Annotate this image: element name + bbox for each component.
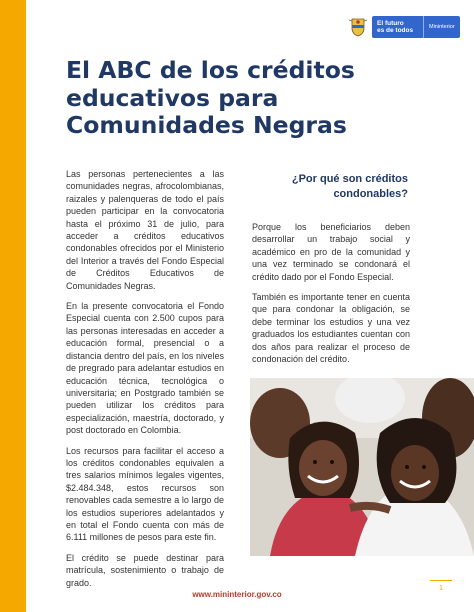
gov-logo-pill bbox=[372, 16, 460, 38]
footer-url[interactable]: www.mininterior.gov.co bbox=[192, 590, 282, 599]
gov-logo-text bbox=[372, 16, 423, 38]
title-line-2: educativos para bbox=[66, 83, 279, 112]
page-number: 1 bbox=[430, 580, 452, 592]
title-line-3: Comunidades Negras bbox=[66, 111, 347, 139]
left-paragraph-2: En la presente convocatoria el Fondo Especial cuenta con 2.500 cupos para las personas interesadas en acceder a educación formal, presencial o a distancia dentro del país, en los niveles de pregrado para adelantar estudios en educación técnica, tecnológica o universitaria; en Postgrado también se pueden utilizar los créditos para especialización, maestría, doctorado, y post doctorado en Colombia. bbox=[66, 301, 224, 436]
title-line-1: El ABC de los créditos bbox=[66, 56, 355, 84]
right-paragraph-2: También es importante tener en cuenta que para condonar la obligación, se debe terminar los estudios y una vez graduados los estudiantes cuentan con dos años para realizar el proceso de condonación del crédito. bbox=[252, 292, 410, 365]
left-paragraph-1: Las personas pertenecientes a las comunidades negras, afrocolombianas, raizales y palenqueras de todo el país pueden participar en la convocatoria hasta el próximo 31 de julio, para acceder a créditos educativos condonables ofrecidos por el Ministerio del Interior a través del Fondo Especial de Créditos Educativos de Comunidades Negras. bbox=[66, 169, 224, 291]
ministry-logo-text: Mininterior bbox=[423, 16, 460, 38]
header-logo bbox=[349, 15, 460, 39]
left-accent-bar bbox=[0, 0, 26, 612]
students-photo bbox=[250, 378, 474, 556]
right-column bbox=[252, 221, 410, 373]
section-heading: ¿Por qué son créditos condonables? bbox=[291, 173, 408, 200]
right-paragraph-1: Porque los beneficiarios deben desarrollar un trabajo social y académico en pro de la comunidad y una vez terminado se condonará el crédito dado por el Fondo Especial. bbox=[252, 222, 410, 282]
document-title bbox=[66, 57, 396, 140]
logo-line-1: El futuro bbox=[377, 20, 404, 27]
logo-line-2: es de todos bbox=[377, 27, 414, 34]
left-paragraph-3: Los recursos para facilitar el acceso a los créditos condonables equivalen a tres salarios mínimos legales vigentes, $2.484.348, estos recursos son renovables cada semestre a lo largo de los estudios superiores adelantados y en total el Fondo cuenta con más de 6.111 millones de pesos para este fin. bbox=[66, 445, 224, 543]
left-column bbox=[66, 168, 224, 597]
colombia-crest-icon bbox=[349, 17, 367, 37]
left-paragraph-4: El crédito se puede destinar para matrícula, sostenimiento o trabajo de grado. bbox=[66, 552, 224, 588]
